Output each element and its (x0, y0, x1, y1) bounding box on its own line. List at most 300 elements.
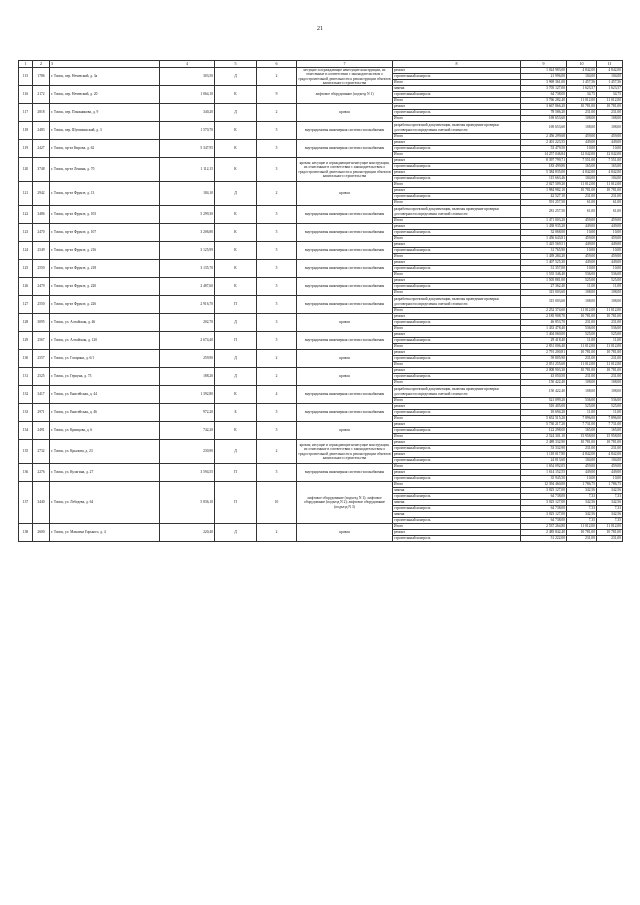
line-description: Итого (393, 152, 521, 158)
line-unit-cost: 11 012,00 (567, 308, 597, 314)
line-unit-cost: 15 958,00 (567, 434, 597, 440)
line-unit-cost: 108,00 (567, 380, 597, 386)
line-cost: 2 401 223,55 (521, 140, 567, 146)
line-cost: 1 118 017,80 (521, 452, 567, 458)
line-unit-max: 61,00 (597, 200, 623, 206)
line-description: строительный контроль (393, 536, 521, 542)
line-unit-max: 525,00 (597, 278, 623, 284)
wall-material: П (215, 464, 257, 482)
line-unit-max: 11 012,00 (597, 182, 623, 188)
line-cost: 46 853,70 (521, 320, 567, 326)
work-type: внутридомовая инженерная система газоснабжения (297, 404, 393, 422)
line-unit-cost: 108,00 (567, 116, 597, 122)
line-unit-max: 11,00 (597, 410, 623, 416)
line-unit-max: 10,00 (597, 476, 623, 482)
line-unit-cost: 11 012,00 (567, 98, 597, 104)
line-unit-cost: 459,00 (567, 464, 597, 470)
header-cell: 4 (160, 61, 215, 68)
line-unit-max: 342,56 (597, 500, 623, 506)
area: 188,20 (160, 368, 215, 386)
line-unit-max: 10 781,00 (597, 350, 623, 356)
line-cost: 2 831 006,40 (521, 344, 567, 350)
line-cost: 64 738,00 (521, 518, 567, 524)
object-id: 3440 (33, 482, 50, 524)
line-unit-cost: 449,00 (567, 242, 597, 248)
line-cost: 2 524 301,10 (521, 434, 567, 440)
floors: 5 (257, 464, 297, 482)
line-cost: 183 499,80 (521, 164, 567, 170)
line-unit-max: 104,00 (597, 74, 623, 80)
area: 259,90 (160, 350, 215, 368)
line-description: строительный контроль (393, 110, 521, 116)
line-cost: 59 805,90 (521, 356, 567, 362)
area: 3 125,99 (160, 242, 215, 260)
line-unit-max: 536,00 (597, 272, 623, 278)
address: г. Томск, ул. Енисейская, д. 44 (50, 386, 160, 404)
line-cost: 115 663,46 (521, 176, 567, 182)
line-unit-cost: 342,56 (567, 500, 597, 506)
line-unit-cost: 10 781,00 (567, 188, 597, 194)
row-number: 129 (19, 332, 33, 350)
line-unit-max: 536,00 (597, 398, 623, 404)
line-description: строительный контроль (393, 266, 521, 272)
address: г. Томск, пр-кт Фрунзе, д. 226 (50, 296, 160, 314)
line-description: замена (393, 512, 521, 518)
line-unit-max: 12 042,00 (597, 152, 623, 158)
line-unit-max: 10 781,00 (597, 104, 623, 110)
work-type: внутридомовая инженерная система газоснабжения (297, 278, 393, 296)
line-cost: 591 257,50 (521, 200, 567, 206)
work-type: кровля (297, 524, 393, 542)
line-cost: 2 537 264,80 (521, 524, 567, 530)
object-id: 2732 (33, 440, 50, 464)
line-description: ремонт (393, 104, 521, 110)
line-cost: 64 738,00 (521, 494, 567, 500)
line-description: строительный контроль (393, 248, 521, 254)
line-cost: 3 667 866,20 (521, 104, 567, 110)
line-unit-max: 342,56 (597, 512, 623, 518)
wall-material: К (215, 122, 257, 140)
work-type: кровля (297, 104, 393, 122)
floors: 5 (257, 224, 297, 242)
line-cost: 53 479,50 (521, 146, 567, 152)
line-cost: 12 394 460,00 (521, 482, 567, 488)
line-cost: 64 738,00 (521, 506, 567, 512)
line-cost: 43 050,50 (521, 374, 567, 380)
line-description: строительный контроль (393, 356, 521, 362)
line-cost: 1 439 284,20 (521, 254, 567, 260)
line-unit-cost: 165,00 (567, 428, 597, 434)
header-cell: 5 (215, 61, 257, 68)
floors: 3 (257, 158, 297, 182)
line-description: строительный контроль (393, 284, 521, 290)
line-unit-cost: 11,00 (567, 338, 597, 344)
area: 5 836,10 (160, 482, 215, 524)
line-cost: 2 185 908,70 (521, 314, 567, 320)
row-number: 137 (19, 482, 33, 524)
line-cost: 2 489 332,90 (521, 440, 567, 446)
line-unit-max: 7,33 (597, 506, 623, 512)
line-cost: 29 418,40 (521, 338, 567, 344)
area: 1 570,70 (160, 122, 215, 140)
line-description: строительный контроль (393, 446, 521, 452)
line-cost: 169 653,60 (521, 116, 567, 122)
line-unit-cost: 104,00 (567, 74, 597, 80)
address: г. Томск, пр-кт Фрунзе, д. 216 (50, 242, 160, 260)
line-unit-cost: 449,00 (567, 260, 597, 266)
work-type: несущие и ограждающие ненесущие конструкции, их отнесенные в соответствии с законодательством о градостроительной деятельности к реконструкции объектов капитального строительства (298, 68, 391, 85)
work-type: внутридомовая инженерная система газоснабжения (297, 224, 393, 242)
floors: 5 (257, 122, 297, 140)
line-cost: 1 535 346,40 (521, 272, 567, 278)
row-number: 124 (19, 242, 33, 260)
line-unit-cost: 231,00 (567, 194, 597, 200)
row-number: 116 (19, 86, 33, 104)
line-description: ремонт (393, 530, 521, 536)
line-unit-max: 231,00 (597, 194, 623, 200)
line-unit-cost: 7 551,00 (567, 158, 597, 164)
line-unit-max: 231,00 (597, 374, 623, 380)
line-unit-cost: 10 781,00 (567, 104, 597, 110)
line-unit-max: 10,00 (597, 248, 623, 254)
line-cost: 51 222,00 (521, 536, 567, 542)
header-cell: 7 (297, 61, 393, 68)
line-description: строительный контроль (393, 428, 521, 434)
line-cost: 1 456 643,81 (521, 236, 567, 242)
address: г. Томск, пер. Пляжникова, д. 9 (50, 104, 160, 122)
work-type: кровля (297, 182, 393, 206)
address: г. Томск, ул. Герцена, д. 73 (50, 368, 160, 386)
line-unit-cost: 10,00 (567, 230, 597, 236)
line-unit-max: 536,00 (597, 326, 623, 332)
line-unit-cost: 459,00 (567, 218, 597, 224)
line-cost: 2 252 374,60 (521, 308, 567, 314)
line-cost: 35 945,50 (521, 476, 567, 482)
line-unit-max: 525,00 (597, 332, 623, 338)
line-unit-cost: 459,00 (567, 236, 597, 242)
line-description: строительный контроль (393, 506, 521, 512)
object-id: 3417 (33, 386, 50, 404)
address: г. Томск, пр-кт Фрунзе, д. 107 (50, 224, 160, 242)
line-cost: 64 738,00 (521, 92, 567, 98)
work-type: лифтовое оборудование (подъезд N 1) (297, 86, 393, 104)
table-row (19, 206, 623, 218)
line-description: строительный контроль (393, 476, 521, 482)
line-cost: 2 051 255,60 (521, 362, 567, 368)
line-description: строительный контроль (393, 164, 521, 170)
area: 1 392,80 (160, 386, 215, 404)
header-cell: 9 (521, 61, 567, 68)
line-unit-max: 34,75 (597, 92, 623, 98)
line-cost: 510 405,00 (521, 404, 567, 410)
object-id: 2525 (33, 368, 50, 386)
work-type: внутридомовая инженерная система газоснабжения (297, 206, 393, 224)
line-unit-max: 10,00 (597, 146, 623, 152)
line-unit-cost: 108,00 (567, 290, 597, 296)
line-description: ремонт (393, 332, 521, 338)
object-id: 2567 (33, 332, 50, 350)
row-number: 135 (19, 440, 33, 464)
line-unit-max: 11 012,00 (597, 524, 623, 530)
line-description: Итого (393, 254, 521, 260)
line-description: Итого (393, 464, 521, 470)
line-description: Итого (393, 434, 521, 440)
line-unit-cost: 7 731,00 (567, 422, 597, 428)
floors: 9 (257, 86, 297, 104)
line-unit-max: 108,00 (597, 116, 623, 122)
line-unit-max: 108,00 (597, 386, 623, 398)
line-unit-max: 108,00 (597, 296, 623, 308)
line-unit-cost: 10,00 (567, 248, 597, 254)
address: г. Томск, пр-кт Фрунзе, д. 105 (50, 206, 160, 224)
line-cost: 32 068,00 (521, 230, 567, 236)
line-cost: 5 652 515,20 (521, 416, 567, 422)
line-cost: 1 433 478,40 (521, 326, 567, 332)
object-id: 2818 (33, 104, 50, 122)
line-unit-max: 231,00 (597, 536, 623, 542)
line-cost: 1 505 881,00 (521, 278, 567, 284)
line-unit-max: 449,00 (597, 242, 623, 248)
line-unit-max: 11,00 (597, 284, 623, 290)
work-type: внутридомовая инженерная система газоснабжения (297, 386, 393, 404)
line-unit-cost: 11,00 (567, 284, 597, 290)
row-number: 128 (19, 314, 33, 332)
area: 184,10 (160, 182, 215, 206)
line-unit-max: 449,00 (597, 140, 623, 146)
object-id: 2942 (33, 182, 50, 206)
object-id: 2600 (33, 524, 50, 542)
object-id: 2971 (33, 404, 50, 422)
wall-material: Д (215, 104, 257, 122)
line-unit-cost: 10 781,00 (567, 530, 597, 536)
line-unit-cost: 449,00 (567, 140, 597, 146)
floors: 2 (257, 368, 297, 386)
line-description: замена (393, 500, 521, 506)
floors: 5 (257, 260, 297, 278)
floors: 5 (257, 278, 297, 296)
floors: 5 (257, 332, 297, 350)
line-description: Итого (393, 362, 521, 368)
line-cost: 1 654 092,05 (521, 464, 567, 470)
object-id: 3748 (33, 158, 50, 182)
object-id: 2550 (33, 296, 50, 314)
work-type: внутридомовая инженерная система газоснабжения (297, 260, 393, 278)
line-unit-cost: 231,00 (567, 320, 597, 326)
line-unit-cost: 104,00 (567, 458, 597, 464)
address: г. Томск, пр-кт Кирова, д. 62 (50, 140, 160, 158)
line-cost: 150 422,40 (521, 380, 567, 386)
wall-material: Д (215, 182, 257, 206)
line-description: разработка проектной документации, включая проведение проверки достоверности определения сметной стоимости (393, 206, 521, 218)
wall-material: К (215, 278, 257, 296)
line-description: ремонт (393, 470, 521, 476)
line-cost: 150 422,40 (521, 386, 567, 398)
line-description: ремонт (393, 242, 521, 248)
object-id: 2427 (33, 140, 50, 158)
work-type: внутридомовая инженерная система газоснабжения (297, 332, 393, 350)
line-unit-max: 7,35 (597, 518, 623, 524)
work-type: кровля (297, 350, 393, 368)
line-description: ремонт (393, 188, 521, 194)
line-unit-cost: 536,00 (567, 398, 597, 404)
work-type: кровля (297, 368, 393, 386)
row-number: 133 (19, 404, 33, 422)
address: г. Томск, ул. Кулагина, д. 27 (50, 464, 160, 482)
line-unit-cost: 11 012,00 (567, 182, 597, 188)
line-description: ремонт (393, 68, 521, 74)
address: г. Томск, ул. Максима Горького, д. 4 (50, 524, 160, 542)
work-type: внутридомовая инженерная система газоснабжения (297, 296, 393, 314)
line-unit-max: 525,00 (597, 404, 623, 410)
floors: 5 (257, 206, 297, 224)
line-unit-cost: 536,00 (567, 326, 597, 332)
object-id: 2491 (33, 422, 50, 440)
line-unit-max: 459,00 (597, 218, 623, 224)
line-description: Итого (393, 182, 521, 188)
line-cost: 1 425 569,51 (521, 242, 567, 248)
line-unit-cost: 525,00 (567, 404, 597, 410)
object-id: 3486 (33, 206, 50, 224)
line-description: замена (393, 488, 521, 494)
area: 230,90 (160, 440, 215, 464)
object-id: 2549 (33, 242, 50, 260)
work-type: кровля (297, 314, 393, 332)
line-unit-max: 104,00 (597, 176, 623, 182)
floors: 5 (257, 140, 297, 158)
wall-material: Д (215, 524, 257, 542)
line-description: ремонт (393, 422, 521, 428)
floors: 2 (257, 104, 297, 122)
object-id: 2470 (33, 224, 50, 242)
line-cost: 10 694,20 (521, 410, 567, 416)
floors: 10 (257, 482, 297, 524)
line-unit-max: 449,00 (597, 224, 623, 230)
line-description: Итого (393, 116, 521, 122)
line-description: строительный контроль (393, 92, 521, 98)
line-cost: 315 003,60 (521, 290, 567, 296)
wall-material: П (215, 332, 257, 350)
line-description: замена (393, 86, 521, 92)
line-cost: 3 766 282,40 (521, 98, 567, 104)
line-unit-cost: 34,75 (567, 92, 597, 98)
object-id: 3095 (33, 314, 50, 332)
line-unit-cost: 7,33 (567, 506, 597, 512)
line-description: Итого (393, 308, 521, 314)
line-cost: 169 653,60 (521, 122, 567, 134)
line-description: строительный контроль (393, 518, 521, 524)
line-unit-cost: 342,56 (567, 488, 597, 494)
line-unit-cost: 61,00 (567, 206, 597, 218)
line-unit-max: 7,33 (597, 494, 623, 500)
line-unit-cost: 11,00 (567, 410, 597, 416)
line-description: Итого (393, 98, 521, 104)
area: 5 299,30 (160, 206, 215, 224)
floors: 2 (257, 524, 297, 542)
line-unit-cost: 61,00 (567, 200, 597, 206)
wall-material: К (215, 260, 257, 278)
header-cell: 6 (257, 61, 297, 68)
row-number: 117 (19, 104, 33, 122)
line-unit-cost: 231,00 (567, 356, 597, 362)
line-cost: 8 397 799,71 (521, 158, 567, 164)
object-id: 2479 (33, 278, 50, 296)
row-number: 125 (19, 260, 33, 278)
line-unit-max: 231,00 (597, 110, 623, 116)
line-unit-cost: 1 457,56 (567, 80, 597, 86)
address: г. Томск, ул. Алтайская, д. 46 (50, 314, 160, 332)
address: г. Томск, ул. Лебедева, д. 64 (50, 482, 160, 524)
line-unit-max: 11 012,00 (597, 344, 623, 350)
line-unit-cost: 4 842,00 (567, 170, 597, 176)
row-number: 130 (19, 350, 33, 368)
area: 3 594,55 (160, 464, 215, 482)
address: г. Томск, пер. Нечевский, д. 20 (50, 86, 160, 104)
line-unit-cost: 11 012,00 (567, 344, 597, 350)
header-row (19, 61, 623, 68)
line-description: Итого (393, 200, 521, 206)
line-unit-cost: 1 623,57 (567, 86, 597, 92)
line-unit-max: 11 012,00 (597, 308, 623, 314)
line-cost: 3 705 127,00 (521, 86, 567, 92)
line-unit-cost: 231,00 (567, 536, 597, 542)
line-description: строительный контроль (393, 410, 521, 416)
line-unit-max: 4 842,00 (597, 452, 623, 458)
line-unit-cost: 104,00 (567, 176, 597, 182)
line-description: ремонт (393, 158, 521, 164)
line-unit-max: 108,00 (597, 290, 623, 296)
line-description: ремонт (393, 452, 521, 458)
capital-repair-table (18, 60, 623, 542)
area: 303,50 (160, 68, 215, 86)
object-id: 2172 (33, 86, 50, 104)
line-unit-cost: 108,00 (567, 386, 597, 398)
header-cell: 11 (597, 61, 623, 68)
line-description: Итого (393, 398, 521, 404)
line-cost: 31 765,90 (521, 248, 567, 254)
line-unit-max: 165,00 (597, 164, 623, 170)
line-description: строительный контроль (393, 320, 521, 326)
object-id: 1786 (33, 68, 50, 86)
line-cost: 1 024 983,00 (521, 68, 567, 74)
line-unit-cost: 165,00 (567, 164, 597, 170)
line-cost: 122 298,00 (521, 428, 567, 434)
address: г. Томск, ул. Енисейская, д. 46 (50, 404, 160, 422)
address: г. Томск, пр-кт Фрунзе, д. 13 (50, 182, 160, 206)
line-unit-cost: 108,00 (567, 122, 597, 134)
line-description: Итого (393, 272, 521, 278)
line-unit-cost: 12 042,00 (567, 152, 597, 158)
line-description: ремонт (393, 260, 521, 266)
line-unit-max: 15 958,00 (597, 434, 623, 440)
address: г. Томск, ул. Гагарина, д. 6/1 (50, 350, 160, 368)
floors: 2 (257, 350, 297, 368)
line-cost: 21 996,00 (521, 74, 567, 80)
work-type: внутридомовая инженерная система газоснабжения (297, 242, 393, 260)
line-description: разработка проектной документации, включая проведение проверки достоверности определения сметной стоимости (393, 386, 521, 398)
wall-material: Д (215, 350, 257, 368)
wall-material: К (215, 224, 257, 242)
line-description: строительный контроль (393, 494, 521, 500)
header-cell: 3 (50, 61, 160, 68)
line-unit-cost: 449,00 (567, 470, 597, 476)
line-unit-max: 10 781,00 (597, 530, 623, 536)
wall-material: К (215, 206, 257, 224)
area: 742,20 (160, 422, 215, 440)
wall-material: Д (215, 68, 257, 86)
row-number: 121 (19, 182, 33, 206)
line-unit-max: 11,00 (597, 338, 623, 344)
line-description: Итого (393, 524, 521, 530)
